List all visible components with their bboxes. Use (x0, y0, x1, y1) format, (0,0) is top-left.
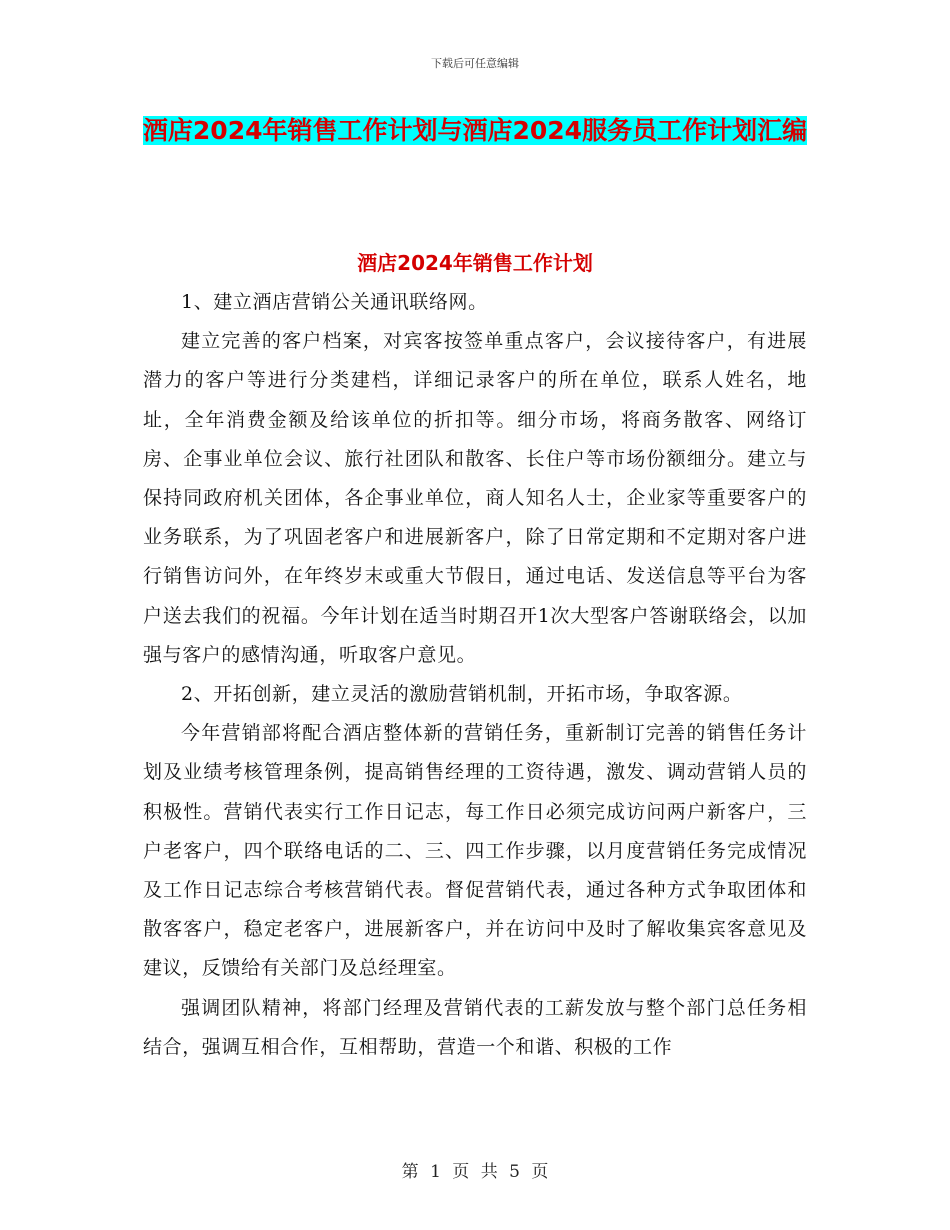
header-note: 下载后可任意编辑 (431, 57, 519, 70)
section-title: 酒店2024年销售工作计划 (357, 251, 593, 275)
document-title (140, 108, 810, 154)
page-footer: 第 1 页 共 5 页 (401, 1162, 549, 1182)
body-text (143, 283, 807, 1067)
paragraph-1: 1、建立酒店营销公关通讯联络网。 (181, 291, 488, 313)
paragraph-5: 强调团队精神，将部门经理及营销代表的工薪发放与整个部门总任务相结合，强调互相合作，互相帮助，营造一个和谐、积极的工作 (143, 996, 807, 1058)
paragraph-3: 2、开拓创新，建立灵活的激励营销机制，开拓市场，争取客源。 (181, 683, 743, 706)
paragraph-4: 今年营销部将配合酒店整体新的营销任务，重新制订完善的销售任务计划及业绩考核管理条例，提高销售经理的工资待遇，激发、调动营销人员的积极性。营销代表实行工作日记志，每工作日必须完成访问两户新客户，三户老客户，四个联络电话的二、三、四工作步骤，以月度营销任务完成情况及工作日记志综合考核营销代表。督促营销代表，通过各种方式争取团体和散客客户，稳定老客户，进展新客户，并在访问中及时了解收集宾客意见及建议，反馈给有关部门及总经理室。 (143, 722, 807, 980)
document-title-text: 酒店2024年销售工作计划与酒店2024服务员工作计划汇编 (142, 116, 808, 145)
paragraph-2: 建立完善的客户档案，对宾客按签单重点客户，会议接待客户，有进展潜力的客户等进行分类建档，详细记录客户的所在单位，联系人姓名，地址，全年消费金额及给该单位的折扣等。细分市场，将商务散客、网络订房、企事业单位会议、旅行社团队和散客、长住户等市场份额细分。建立与保持同政府机关团体，各企事业单位，商人知名人士，企业家等重要客户的业务联系，为了巩固老客户和进展新客户，除了日常定期和不定期对客户进行销售访问外，在年终岁末或重大节假日，通过电话、发送信息等平台为客户送去我们的祝福。今年计划在适当时期召开1次大型客户答谢联络会，以加强与客户的感情沟通，听取客户意见。 (143, 330, 807, 666)
